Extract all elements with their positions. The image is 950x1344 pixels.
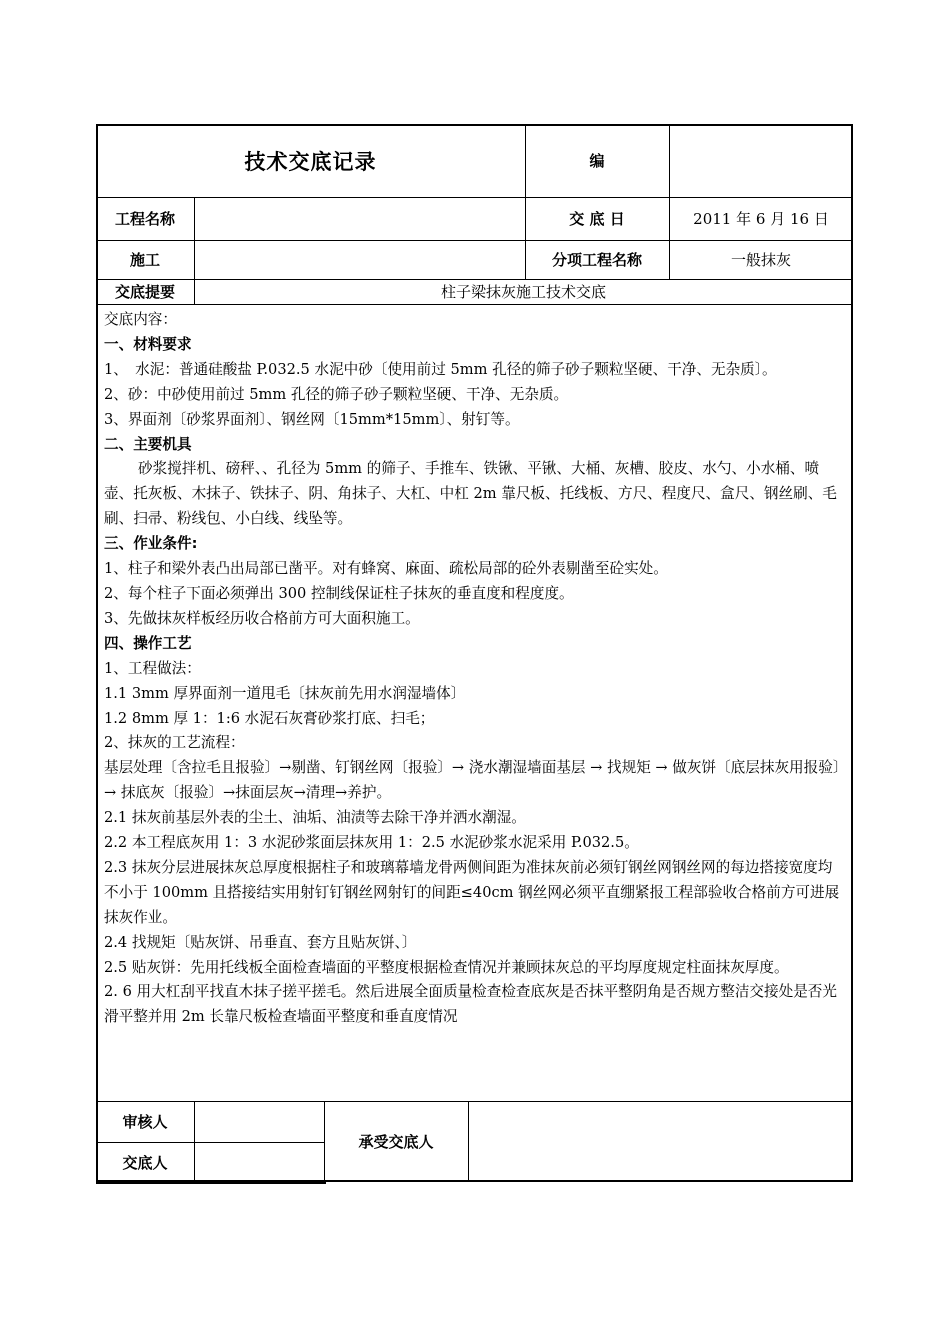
disclosure-date-value[interactable]: 2011 年 6 月 16 日 [693, 210, 829, 228]
section-heading-process: 四、操作工艺 [104, 634, 192, 652]
section-heading-materials: 一、材料要求 [104, 335, 192, 353]
content-line: 2.4 找规矩〔贴灰饼、吊垂直、套方且贴灰饼、〕 [104, 933, 417, 951]
disclosure-form [96, 124, 855, 1185]
construction-value[interactable] [194, 240, 525, 279]
receiver-value[interactable] [468, 1101, 853, 1182]
content-line: 2.5 贴灰饼：先用托线板全面检查墙面的平整度根据检查情况并兼顾抹灰总的平均厚度规定柱面抹灰厚度。 [104, 958, 789, 976]
content-line: 2. 6 用大杠刮平找直木抹子搓平搓毛。然后进展全面质量检查检查底灰是否抹平整阴角是否规方整洁交接处是否光滑平整并用 2m 长靠尺板检查墙面平整度和垂直度情况 [104, 983, 837, 1026]
content-line: 2.1 抹灰前基层外表的尘土、油垢、油渍等去除干净并洒水潮湿。 [104, 809, 526, 827]
content-line: 基层处理〔含拉毛且报验〕→剔凿、钉钢丝网〔报验〕→ 浇水潮湿墙面基层 → 找规矩 → 做灰饼〔底层抹灰用报验〕→ 抹底灰〔报验〕→抹面层灰→清理→养护。 [104, 759, 841, 802]
content-line: 2.3 抹灰分层进展抹灰总厚度根据柱子和玻璃幕墙龙骨两侧间距为准抹灰前必须钉钢丝网钢丝网的每边搭接宽度均不小于 100mm 且搭接结实用射钉钉钢丝网射钉的间距≤40cm 钢丝网必须平直绷紧报工程部验收合格前方可进展抹灰作业。 [104, 858, 840, 926]
section-heading-tools: 二、主要机具 [104, 435, 192, 453]
serial-value[interactable] [669, 124, 853, 197]
content-line: 1.1 3mm 厚界面剂一道甩毛〔抹灰前先用水润湿墙体〕 [104, 684, 466, 702]
content-line: 3、先做抹灰样板经历收合格前方可大面积施工。 [104, 609, 420, 627]
content-line: 1、柱子和梁外表凸出局部已凿平。对有蜂窝、麻面、疏松局部的砼外表剔凿至砼实处。 [104, 560, 668, 578]
serial-label: 编 [589, 152, 605, 170]
form-title: 技术交底记录 [244, 149, 377, 174]
content-line: 1、 水泥：普通硅酸盐 P.032.5 水泥中砂〔使用前过 5mm 孔径的筛子砂子颗粒坚硬、干净、无杂质〕。 [104, 360, 777, 378]
receiver-label: 承受交底人 [358, 1133, 434, 1151]
row-divider [96, 304, 853, 305]
content-line: 2.2 本工程底灰用 1：3 水泥砂浆面层抹灰用 1：2.5 水泥砂浆水泥采用 P.032.5。 [104, 834, 639, 852]
subitem-name-value[interactable]: 一般抹灰 [730, 251, 791, 269]
construction-label: 施工 [129, 251, 160, 269]
content-line: 2、每个柱子下面必须弹出 300 控制线保证柱子抹灰的垂直度和程度度。 [104, 584, 574, 602]
project-name-value[interactable] [194, 197, 525, 240]
content-line: 1、工程做法： [104, 659, 201, 677]
content-intro: 交底内容： [104, 311, 177, 328]
reviewer-value[interactable] [194, 1101, 324, 1142]
summary-label: 交底提要 [114, 283, 175, 301]
subitem-name-label: 分项工程名称 [551, 251, 642, 269]
project-name-label: 工程名称 [114, 210, 175, 228]
content-line: 1.2 8mm 厚 1：1:6 水泥石灰膏砂浆打底、扫毛； [104, 709, 435, 727]
discloser-value[interactable] [194, 1142, 324, 1182]
content-line: 3、界面剂〔砂浆界面剂〕、钢丝网〔15mm*15mm〕、射钉等。 [104, 410, 520, 428]
reviewer-label: 审核人 [122, 1113, 168, 1131]
content-line: 2、砂：中砂使用前过 5mm 孔径的筛子砂子颗粒坚硬、干净、无杂质。 [104, 385, 569, 403]
disclosure-date-label: 交 底 日 [569, 210, 625, 228]
footer-bottom-edge [96, 1182, 326, 1184]
summary-value[interactable]: 柱子梁抹灰施工技术交底 [440, 283, 606, 301]
disclosure-content [104, 308, 846, 1030]
content-line: 2、抹灰的工艺流程： [104, 734, 245, 752]
discloser-label: 交底人 [122, 1153, 168, 1172]
content-paragraph: 砂浆搅拌机、磅秤、、孔径为 5mm 的筛子、手推车、铁锹、平锹、大桶、灰槽、胶皮、水勺、小水桶、喷壶、托灰板、木抹子、铁抹子、阴、角抹子、大杠、中杠 2m 靠尺板、托线板、方尺、程度尺、盒尺、钢丝刷、毛刷、扫帚、粉线包、小白线、线坠等。 [104, 460, 837, 528]
section-heading-conditions: 三、作业条件: [104, 535, 198, 553]
